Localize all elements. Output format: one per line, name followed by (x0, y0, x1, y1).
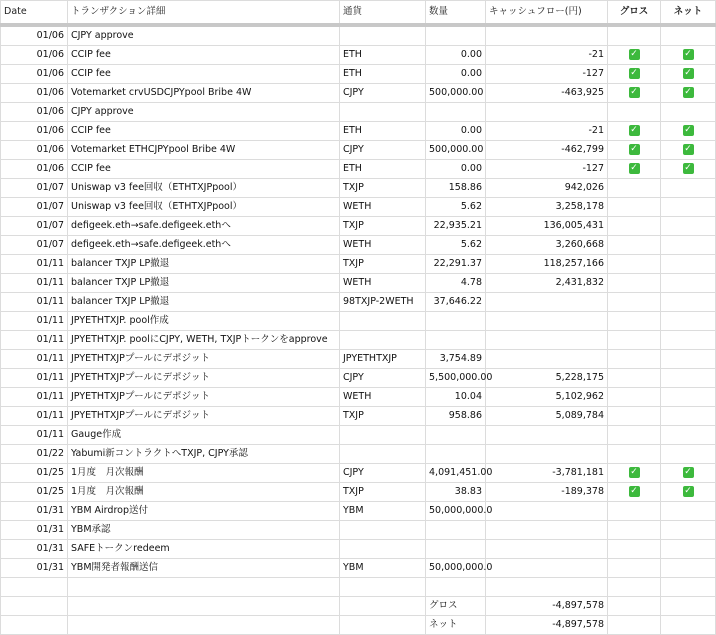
detail-cell[interactable]: balancer TXJP LP撤退 (68, 274, 340, 293)
cashflow-cell[interactable]: -3,781,181 (486, 464, 608, 483)
net-check-cell[interactable] (661, 65, 716, 84)
gross-check-cell[interactable] (608, 559, 661, 578)
quantity-cell[interactable]: 0.00 (426, 65, 486, 84)
detail-cell[interactable]: CCIP fee (68, 46, 340, 65)
cashflow-cell[interactable] (486, 312, 608, 331)
check-box-icon[interactable]: ✓ (630, 68, 638, 78)
gross-check-cell[interactable] (608, 46, 661, 65)
currency-cell[interactable] (340, 426, 426, 445)
check-box-icon[interactable]: ✓ (630, 87, 638, 97)
detail-cell[interactable]: JPYETHTXJP. poolにCJPY, WETH, TXJPトークンをapprove (68, 331, 340, 350)
date-cell[interactable]: 01/06 (1, 122, 68, 141)
currency-cell[interactable]: YBM (340, 559, 426, 578)
detail-cell[interactable]: YBM開発者報酬送信 (68, 559, 340, 578)
gross-check-cell[interactable] (608, 350, 661, 369)
table-row (1, 464, 716, 483)
gross-check-cell[interactable] (608, 160, 661, 179)
detail-cell[interactable]: Votemarket crvUSDCJPYpool Bribe 4W (68, 84, 340, 103)
gross-check-cell[interactable] (608, 464, 661, 483)
currency-cell[interactable]: WETH (340, 274, 426, 293)
date-cell[interactable]: 01/06 (1, 141, 68, 160)
gross-check-cell[interactable] (608, 65, 661, 84)
net-check-cell[interactable] (661, 388, 716, 407)
currency-cell[interactable] (340, 25, 426, 46)
date-cell[interactable] (1, 578, 68, 597)
net-check-cell[interactable] (661, 103, 716, 122)
header-net[interactable]: ネット (661, 1, 716, 26)
cashflow-cell[interactable] (486, 578, 608, 597)
cashflow-cell[interactable]: 2,431,832 (486, 274, 608, 293)
table-row (1, 236, 716, 255)
currency-cell[interactable] (340, 312, 426, 331)
check-box-icon[interactable]: ✓ (630, 163, 638, 173)
date-cell[interactable]: 01/25 (1, 483, 68, 502)
quantity-cell[interactable] (426, 578, 486, 597)
currency-cell[interactable] (340, 540, 426, 559)
table-row (1, 46, 716, 65)
check-box-icon[interactable]: ✓ (684, 87, 692, 97)
header-gross[interactable]: グロス (608, 1, 661, 26)
cashflow-cell[interactable]: 3,260,668 (486, 236, 608, 255)
quantity-cell[interactable]: 22,291.37 (426, 255, 486, 274)
currency-cell[interactable] (340, 331, 426, 350)
net-check-cell[interactable] (661, 141, 716, 160)
detail-cell[interactable]: Uniswap v3 fee回収（ETHTXJPpool） (68, 198, 340, 217)
net-check-cell[interactable] (661, 217, 716, 236)
date-cell[interactable]: 01/31 (1, 559, 68, 578)
gross-check-cell[interactable] (608, 141, 661, 160)
table-row (1, 293, 716, 312)
table-row (1, 521, 716, 540)
total-value[interactable]: -4,897,578 (486, 597, 608, 616)
gross-check-cell[interactable] (608, 198, 661, 217)
detail-cell[interactable]: JPYETHTXJPプールにデポジット (68, 369, 340, 388)
header-currency[interactable]: 通貨 (340, 1, 426, 26)
currency-cell[interactable]: TXJP (340, 217, 426, 236)
currency-cell[interactable]: TXJP (340, 407, 426, 426)
empty-cell[interactable] (661, 616, 716, 635)
net-check-cell[interactable] (661, 407, 716, 426)
quantity-cell[interactable] (426, 521, 486, 540)
table-row (1, 407, 716, 426)
cashflow-cell[interactable]: 942,026 (486, 179, 608, 198)
net-check-cell[interactable] (661, 179, 716, 198)
detail-cell[interactable]: Votemarket ETHCJPYpool Bribe 4W (68, 141, 340, 160)
check-box-icon[interactable]: ✓ (630, 467, 638, 477)
table-row (1, 559, 716, 578)
cashflow-cell[interactable]: 5,228,175 (486, 369, 608, 388)
table-row (1, 198, 716, 217)
net-check-cell[interactable] (661, 122, 716, 141)
quantity-cell[interactable]: 4.78 (426, 274, 486, 293)
cashflow-cell[interactable] (486, 331, 608, 350)
detail-cell[interactable]: Gauge作成 (68, 426, 340, 445)
cashflow-cell[interactable]: -462,799 (486, 141, 608, 160)
date-cell[interactable]: 01/31 (1, 502, 68, 521)
detail-cell[interactable]: SAFEトークンredeem (68, 540, 340, 559)
table-row (1, 312, 716, 331)
gross-check-cell[interactable] (608, 578, 661, 597)
date-cell[interactable]: 01/11 (1, 369, 68, 388)
table-row (1, 445, 716, 464)
quantity-cell[interactable]: 37,646.22 (426, 293, 486, 312)
net-check-cell[interactable] (661, 445, 716, 464)
net-check-cell[interactable] (661, 25, 716, 46)
detail-cell[interactable]: Uniswap v3 fee回収（ETHTXJPpool） (68, 179, 340, 198)
net-check-cell[interactable] (661, 255, 716, 274)
detail-cell[interactable]: CJPY approve (68, 25, 340, 46)
total-value[interactable]: -4,897,578 (486, 616, 608, 635)
gross-check-cell[interactable] (608, 483, 661, 502)
empty-cell[interactable] (661, 597, 716, 616)
currency-cell[interactable] (340, 578, 426, 597)
table-row (1, 502, 716, 521)
cashflow-cell[interactable] (486, 502, 608, 521)
date-cell[interactable]: 01/07 (1, 179, 68, 198)
table-row (1, 255, 716, 274)
gross-check-cell[interactable] (608, 255, 661, 274)
currency-cell[interactable]: CJPY (340, 84, 426, 103)
cashflow-cell[interactable] (486, 521, 608, 540)
net-check-cell[interactable] (661, 312, 716, 331)
quantity-cell[interactable]: 5.62 (426, 198, 486, 217)
currency-cell[interactable] (340, 521, 426, 540)
gross-check-cell[interactable] (608, 103, 661, 122)
total-row (1, 616, 716, 635)
detail-cell[interactable]: CCIP fee (68, 160, 340, 179)
currency-cell[interactable] (340, 445, 426, 464)
detail-cell[interactable]: CCIP fee (68, 122, 340, 141)
date-cell[interactable]: 01/06 (1, 25, 68, 46)
table-row (1, 331, 716, 350)
cashflow-cell[interactable] (486, 25, 608, 46)
net-check-cell[interactable] (661, 578, 716, 597)
table-body (1, 25, 716, 635)
detail-cell[interactable]: JPYETHTXJP. pool作成 (68, 312, 340, 331)
currency-cell[interactable]: WETH (340, 198, 426, 217)
net-check-cell[interactable] (661, 84, 716, 103)
table-row (1, 540, 716, 559)
quantity-cell[interactable]: 500,000.00 (426, 84, 486, 103)
quantity-cell[interactable]: 0.00 (426, 46, 486, 65)
cashflow-cell[interactable]: 3,258,178 (486, 198, 608, 217)
currency-cell[interactable]: YBM (340, 502, 426, 521)
date-cell[interactable]: 01/11 (1, 293, 68, 312)
date-cell[interactable]: 01/06 (1, 65, 68, 84)
cashflow-cell[interactable]: 136,005,431 (486, 217, 608, 236)
quantity-cell[interactable]: 500,000.00 (426, 141, 486, 160)
detail-cell[interactable]: JPYETHTXJPプールにデポジット (68, 407, 340, 426)
cashflow-cell[interactable] (486, 559, 608, 578)
net-check-cell[interactable] (661, 502, 716, 521)
currency-cell[interactable]: ETH (340, 160, 426, 179)
table-row (1, 122, 716, 141)
quantity-cell[interactable]: 50,000,000.0 (426, 502, 486, 521)
table-row (1, 274, 716, 293)
detail-cell[interactable]: balancer TXJP LP撤退 (68, 293, 340, 312)
quantity-cell[interactable]: 958.86 (426, 407, 486, 426)
quantity-cell[interactable]: 22,935.21 (426, 217, 486, 236)
date-cell[interactable]: 01/11 (1, 426, 68, 445)
cashflow-cell[interactable]: -127 (486, 65, 608, 84)
table-row (1, 179, 716, 198)
empty-cell[interactable] (1, 616, 68, 635)
quantity-cell[interactable]: 158.86 (426, 179, 486, 198)
table-row (1, 217, 716, 236)
quantity-cell[interactable] (426, 312, 486, 331)
table-row (1, 25, 716, 46)
date-cell[interactable]: 01/11 (1, 312, 68, 331)
empty-cell[interactable] (68, 616, 340, 635)
check-box-icon[interactable]: ✓ (684, 49, 692, 59)
gross-check-cell[interactable] (608, 407, 661, 426)
date-cell[interactable]: 01/06 (1, 84, 68, 103)
net-check-cell[interactable] (661, 160, 716, 179)
date-cell[interactable]: 01/11 (1, 407, 68, 426)
detail-cell[interactable]: JPYETHTXJPプールにデポジット (68, 350, 340, 369)
check-box-icon[interactable]: ✓ (630, 144, 638, 154)
date-cell[interactable]: 01/11 (1, 350, 68, 369)
cashflow-cell[interactable]: -127 (486, 160, 608, 179)
gross-check-cell[interactable] (608, 426, 661, 445)
currency-cell[interactable]: TXJP (340, 255, 426, 274)
gross-check-cell[interactable] (608, 312, 661, 331)
gross-check-cell[interactable] (608, 540, 661, 559)
check-box-icon[interactable]: ✓ (684, 144, 692, 154)
table-row (1, 388, 716, 407)
header-quantity[interactable]: 数量 (426, 1, 486, 26)
detail-cell[interactable]: balancer TXJP LP撤退 (68, 255, 340, 274)
detail-cell[interactable]: Yabumi新コントラクトへTXJP, CJPY承認 (68, 445, 340, 464)
date-cell[interactable]: 01/11 (1, 274, 68, 293)
currency-cell[interactable]: WETH (340, 388, 426, 407)
check-box-icon[interactable]: ✓ (630, 125, 638, 135)
currency-cell[interactable]: JPYETHTXJP (340, 350, 426, 369)
gross-check-cell[interactable] (608, 179, 661, 198)
table-row (1, 578, 716, 597)
cashflow-cell[interactable]: -463,925 (486, 84, 608, 103)
gross-check-cell[interactable] (608, 274, 661, 293)
quantity-cell[interactable]: 5.62 (426, 236, 486, 255)
table-row (1, 426, 716, 445)
cashflow-cell[interactable] (486, 350, 608, 369)
cashflow-cell[interactable] (486, 540, 608, 559)
net-check-cell[interactable] (661, 540, 716, 559)
quantity-cell[interactable]: 0.00 (426, 160, 486, 179)
header-row (1, 1, 716, 26)
check-box-icon[interactable]: ✓ (684, 467, 692, 477)
table-row (1, 141, 716, 160)
cashflow-cell[interactable]: 5,102,962 (486, 388, 608, 407)
currency-cell[interactable]: TXJP (340, 483, 426, 502)
gross-check-cell[interactable] (608, 388, 661, 407)
gross-check-cell[interactable] (608, 331, 661, 350)
date-cell[interactable]: 01/11 (1, 331, 68, 350)
date-cell[interactable]: 01/07 (1, 236, 68, 255)
table-row (1, 160, 716, 179)
header-detail[interactable]: トランザクション詳細 (68, 1, 340, 26)
cashflow-cell[interactable]: -189,378 (486, 483, 608, 502)
date-cell[interactable]: 01/07 (1, 217, 68, 236)
quantity-cell[interactable] (426, 25, 486, 46)
cashflow-cell[interactable]: 118,257,166 (486, 255, 608, 274)
cashflow-cell[interactable] (486, 293, 608, 312)
currency-cell[interactable] (340, 103, 426, 122)
cashflow-cell[interactable]: 5,089,784 (486, 407, 608, 426)
empty-cell[interactable] (608, 597, 661, 616)
cashflow-cell[interactable] (486, 103, 608, 122)
net-check-cell[interactable] (661, 331, 716, 350)
check-box-icon[interactable]: ✓ (684, 163, 692, 173)
check-box-icon[interactable]: ✓ (630, 49, 638, 59)
net-check-cell[interactable] (661, 483, 716, 502)
currency-cell[interactable]: CJPY (340, 141, 426, 160)
gross-check-cell[interactable] (608, 25, 661, 46)
table-row (1, 65, 716, 84)
quantity-cell[interactable]: 3,754.89 (426, 350, 486, 369)
date-cell[interactable]: 01/31 (1, 540, 68, 559)
header-cashflow[interactable]: キャッシュフロー(円) (486, 1, 608, 26)
empty-cell[interactable] (340, 597, 426, 616)
currency-cell[interactable]: ETH (340, 122, 426, 141)
currency-cell[interactable]: ETH (340, 46, 426, 65)
currency-cell[interactable]: 98TXJP-2WETH (340, 293, 426, 312)
total-label[interactable]: ネット (426, 616, 486, 635)
quantity-cell[interactable]: 50,000,000.0 (426, 559, 486, 578)
detail-cell[interactable]: YBM Airdrop送付 (68, 502, 340, 521)
gross-check-cell[interactable] (608, 122, 661, 141)
quantity-cell[interactable] (426, 331, 486, 350)
check-box-icon[interactable]: ✓ (630, 486, 638, 496)
net-check-cell[interactable] (661, 198, 716, 217)
header-date[interactable]: Date (1, 1, 68, 26)
quantity-cell[interactable]: 10.04 (426, 388, 486, 407)
currency-cell[interactable]: WETH (340, 236, 426, 255)
empty-cell[interactable] (608, 616, 661, 635)
date-cell[interactable]: 01/11 (1, 388, 68, 407)
table-row (1, 369, 716, 388)
quantity-cell[interactable] (426, 540, 486, 559)
net-check-cell[interactable] (661, 559, 716, 578)
empty-cell[interactable] (1, 597, 68, 616)
net-check-cell[interactable] (661, 350, 716, 369)
net-check-cell[interactable] (661, 464, 716, 483)
table-row (1, 483, 716, 502)
total-row (1, 597, 716, 616)
detail-cell[interactable]: JPYETHTXJPプールにデポジット (68, 388, 340, 407)
net-check-cell[interactable] (661, 293, 716, 312)
net-check-cell[interactable] (661, 426, 716, 445)
currency-cell[interactable]: CJPY (340, 464, 426, 483)
quantity-cell[interactable]: 38.83 (426, 483, 486, 502)
quantity-cell[interactable] (426, 426, 486, 445)
detail-cell[interactable]: 1月度 月次報酬 (68, 483, 340, 502)
table-row (1, 103, 716, 122)
date-cell[interactable]: 01/25 (1, 464, 68, 483)
quantity-cell[interactable]: 5,500,000.00 (426, 369, 486, 388)
gross-check-cell[interactable] (608, 369, 661, 388)
table-row (1, 84, 716, 103)
gross-check-cell[interactable] (608, 502, 661, 521)
cashflow-cell[interactable] (486, 445, 608, 464)
net-check-cell[interactable] (661, 236, 716, 255)
quantity-cell[interactable]: 0.00 (426, 122, 486, 141)
cashflow-cell[interactable]: -21 (486, 46, 608, 65)
detail-cell[interactable]: 1月度 月次報酬 (68, 464, 340, 483)
table-row (1, 350, 716, 369)
gross-check-cell[interactable] (608, 84, 661, 103)
net-check-cell[interactable] (661, 521, 716, 540)
total-label[interactable]: グロス (426, 597, 486, 616)
quantity-cell[interactable] (426, 103, 486, 122)
net-check-cell[interactable] (661, 46, 716, 65)
gross-check-cell[interactable] (608, 217, 661, 236)
gross-check-cell[interactable] (608, 293, 661, 312)
date-cell[interactable]: 01/22 (1, 445, 68, 464)
date-cell[interactable]: 01/11 (1, 255, 68, 274)
net-check-cell[interactable] (661, 274, 716, 293)
gross-check-cell[interactable] (608, 236, 661, 255)
date-cell[interactable]: 01/31 (1, 521, 68, 540)
date-cell[interactable]: 01/06 (1, 103, 68, 122)
date-cell[interactable]: 01/06 (1, 46, 68, 65)
detail-cell[interactable]: CJPY approve (68, 103, 340, 122)
check-box-icon[interactable]: ✓ (684, 68, 692, 78)
net-check-cell[interactable] (661, 369, 716, 388)
gross-check-cell[interactable] (608, 445, 661, 464)
currency-cell[interactable]: ETH (340, 65, 426, 84)
detail-cell[interactable]: defigeek.eth→safe.defigeek.ethへ (68, 217, 340, 236)
detail-cell[interactable] (68, 578, 340, 597)
empty-cell[interactable] (68, 597, 340, 616)
detail-cell[interactable]: defigeek.eth→safe.defigeek.ethへ (68, 236, 340, 255)
cashflow-cell[interactable]: -21 (486, 122, 608, 141)
detail-cell[interactable]: YBM承認 (68, 521, 340, 540)
currency-cell[interactable]: CJPY (340, 369, 426, 388)
date-cell[interactable]: 01/07 (1, 198, 68, 217)
quantity-cell[interactable]: 4,091,451.00 (426, 464, 486, 483)
date-cell[interactable]: 01/06 (1, 160, 68, 179)
quantity-cell[interactable] (426, 445, 486, 464)
gross-check-cell[interactable] (608, 521, 661, 540)
check-box-icon[interactable]: ✓ (684, 486, 692, 496)
cashflow-cell[interactable] (486, 426, 608, 445)
currency-cell[interactable]: TXJP (340, 179, 426, 198)
check-box-icon[interactable]: ✓ (684, 125, 692, 135)
empty-cell[interactable] (340, 616, 426, 635)
detail-cell[interactable]: CCIP fee (68, 65, 340, 84)
